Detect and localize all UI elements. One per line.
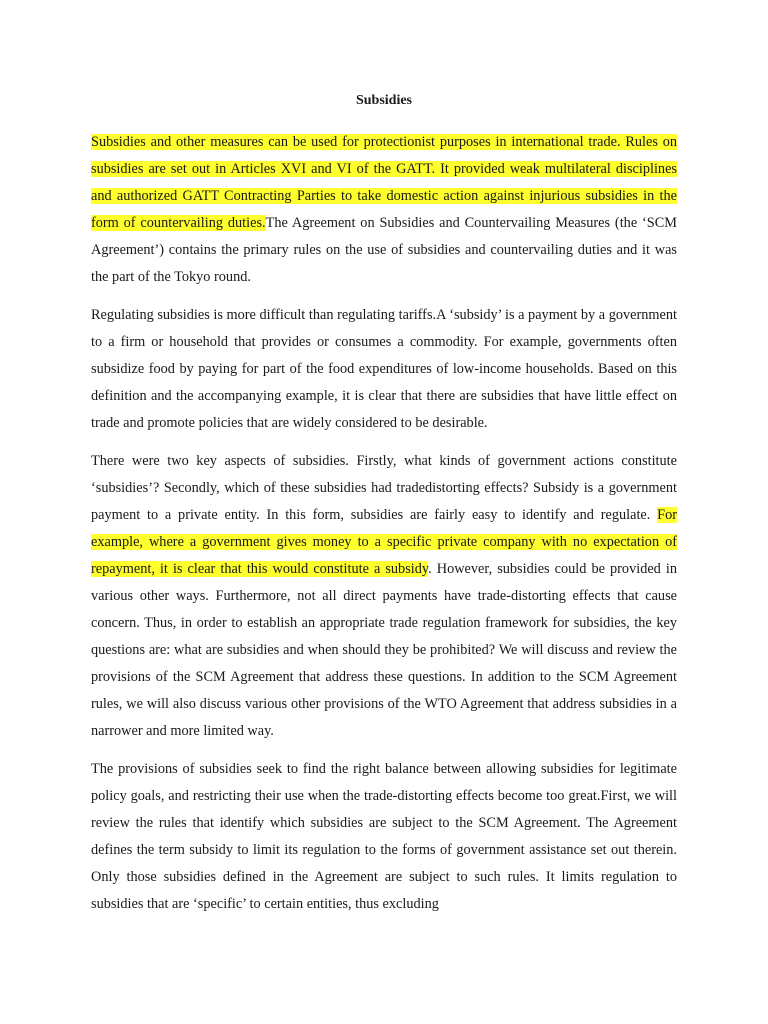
paragraph-text: . However, subsidies could be provided in various other ways. Furthermore, not all direct payments have trade-distorting effects that cause concern. Thus, in order to establish an appropriate trade regulation framework for subsidies, the key questions are: what are subsidies and when should they be prohibited? We will discuss and review the provisions of the SCM Agreement that address these questions. In addition to the SCM Agreement rules, we will also discuss various other provisions of the WTO Agreement that address subsidies in a narrower and more limited way.	[91, 561, 678, 739]
document-title: Subsidies	[355, 93, 413, 108]
paragraph-text: The Agreement on Subsidies and Countervailing Measures (the ‘SCM Agreement’) contains the primary rules on the use of subsidies and countervailing duties and it was the part of the Tokyo round.	[91, 215, 677, 285]
paragraph-text: There were two key aspects of subsidies. Firstly, what kinds of government actions constitute ‘subsidies’? Secondly, which of these subsidies had tradedistorting effects? Subsidy is a government payment to a private entity. In this form, subsidies are fairly easy to identify and regulate.	[91, 453, 677, 523]
document-page	[91, 86, 677, 929]
highlighted-text: Subsidies and other measures can be used for protectionist purposes in international trade. Rules on subsidies are set out in Articles XVI and VI of the GATT. It provided weak multilateral disciplines and authorized GATT Contracting Parties to take domestic action against injurious subsidies in the form of countervailing duties.	[91, 134, 677, 231]
paragraph-1	[91, 129, 677, 291]
paragraph-2	[91, 302, 677, 437]
highlighted-text: For example, where a government gives money to a specific private company with no expectation of repayment, it is clear that this would constitute a subsidy	[91, 507, 677, 577]
paragraph-text: The provisions of subsidies seek to find the right balance between allowing subsidies for legitimate policy goals, and restricting their use when the trade-distorting effects become too great.First, we will review the rules that identify which subsidies are subject to the SCM Agreement. The Agreement defines the term subsidy to limit its regulation to the forms of government assistance set out therein. Only those subsidies defined in the Agreement are subject to such rules. It limits regulation to subsidies that are ‘specific’ to certain entities, thus excluding	[91, 761, 677, 912]
paragraph-4	[91, 756, 677, 918]
paragraph-text: Regulating subsidies is more difficult than regulating tariffs.A ‘subsidy’ is a payment by a government to a firm or household that provides or consumes a commodity. For example, governments often subsidize food by paying for part of the food expenditures of low-income households. Based on this definition and the accompanying example, it is clear that there are subsidies that have little effect on trade and promote policies that are widely considered to be desirable.	[91, 307, 677, 431]
paragraph-3	[91, 448, 677, 745]
